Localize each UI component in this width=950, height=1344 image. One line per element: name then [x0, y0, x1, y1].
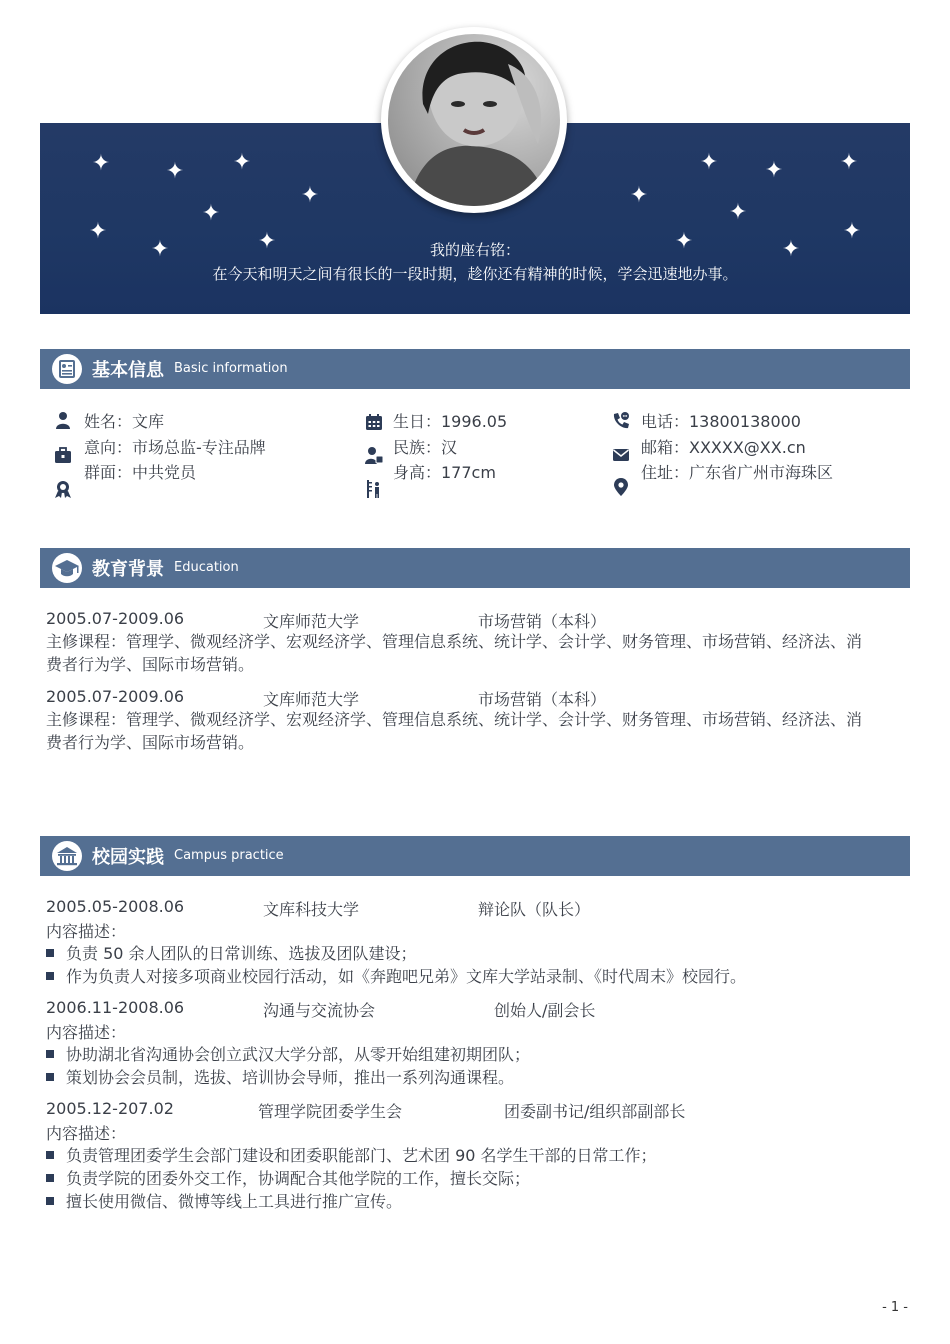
info-height: 身高：177cm [393, 463, 496, 482]
star-icon: ✦ [728, 200, 748, 225]
info-intent: 意向：市场总监-专注品牌 [84, 438, 266, 457]
star-icon: ✦ [232, 150, 252, 175]
campus-org: 管理学院团委学生会 [258, 1102, 403, 1121]
bullet-text: 负责管理团委学生会部门建设和团委职能部门、艺术团 90 名学生干部的日常工作； [66, 1146, 657, 1165]
bullet-item [46, 964, 746, 987]
campus-role: 创始人/副会长 [494, 1001, 596, 1020]
campus-desc-label: 内容描述： [46, 922, 127, 941]
edu-courses-line: 主修课程：管理学、微观经济学、宏观经济学、管理信息系统、统计学、会计学、财务管理、市场营销、经济法、消 [46, 632, 863, 651]
star-icon: ✦ [88, 219, 108, 244]
edu-period: 2005.07-2009.06 [46, 687, 185, 706]
bullet-square-icon [46, 1073, 54, 1081]
edu-courses-line: 费者行为学、国际市场营销。 [46, 655, 255, 674]
section-subtitle: Education [174, 560, 239, 575]
star-icon: ✦ [257, 229, 277, 254]
star-icon: ✦ [150, 237, 170, 262]
campus-period: 2006.11-2008.06 [46, 998, 185, 1017]
phone-icon [611, 411, 631, 431]
portrait-photo [388, 34, 560, 206]
section-title: 教育背景 [92, 559, 164, 580]
height-icon [364, 479, 384, 499]
edu-courses [46, 630, 908, 676]
bullet-item [46, 1143, 657, 1166]
star-icon: ✦ [842, 219, 862, 244]
campus-desc-label: 内容描述： [46, 1124, 127, 1143]
info-email: 邮箱：XXXXX@XX.cn [641, 438, 806, 457]
campus-desc-label: 内容描述： [46, 1023, 127, 1042]
graduation-cap-icon [52, 553, 82, 583]
bullet-text: 负责学院的团委外交工作，协调配合其他学院的工作，擅长交际； [66, 1169, 531, 1188]
bullet-text: 擅长使用微信、微博等线上工具进行推广宣传。 [66, 1192, 403, 1211]
bullet-item [46, 941, 417, 964]
id-card-icon [52, 354, 82, 384]
edu-major: 市场营销（本科） [478, 612, 607, 631]
bullet-item [46, 1189, 402, 1212]
bullet-text: 协助湖北省沟通协会创立武汉大学分部，从零开始组建初期团队； [66, 1045, 531, 1064]
campus-role: 辩论队（队长） [478, 900, 591, 919]
campus-org: 文库科技大学 [263, 900, 360, 919]
section-subtitle: Campus practice [174, 848, 284, 863]
info-phone: 电话：13800138000 [641, 412, 801, 431]
bullet-square-icon [46, 1197, 54, 1205]
briefcase-icon [53, 445, 73, 465]
bullet-square-icon [46, 1151, 54, 1159]
campus-role: 团委副书记/组织部副部长 [504, 1102, 686, 1121]
star-icon: ✦ [674, 229, 694, 254]
avatar [381, 27, 567, 213]
star-icon: ✦ [699, 150, 719, 175]
bullet-square-icon [46, 972, 54, 980]
motto-text: 在今天和明天之间有很长的一段时期，趁你还有精神的时候，学会迅速地办事。 [212, 265, 738, 283]
bullet-item [46, 1166, 530, 1189]
edu-courses-line: 主修课程：管理学、微观经济学、宏观经济学、管理信息系统、统计学、会计学、财务管理、市场营销、经济法、消 [46, 710, 863, 729]
edu-courses [46, 708, 908, 754]
info-birth: 生日：1996.05 [393, 412, 508, 431]
edu-courses-line: 费者行为学、国际市场营销。 [46, 733, 255, 752]
motto-title: 我的座右铭： [429, 241, 520, 259]
star-icon: ✦ [629, 183, 649, 208]
campus-period: 2005.12-207.02 [46, 1099, 174, 1118]
bullet-square-icon [46, 949, 54, 957]
edu-major: 市场营销（本科） [478, 690, 607, 709]
bullet-square-icon [46, 1174, 54, 1182]
section-header-basic [40, 349, 910, 389]
medal-icon [53, 479, 73, 499]
section-title: 基本信息 [92, 360, 164, 381]
bullet-item [46, 1065, 514, 1088]
star-icon: ✦ [781, 237, 801, 262]
bullet-text: 负责 50 余人团队的日常训练、选拔及团队建设； [66, 944, 417, 963]
mail-icon [611, 445, 631, 465]
location-pin-icon [611, 477, 631, 497]
user-badge-icon [364, 445, 384, 465]
star-icon: ✦ [91, 151, 111, 176]
page-number: - 1 - [882, 1300, 908, 1315]
campus-org: 沟通与交流协会 [263, 1001, 376, 1020]
section-header-education [40, 548, 910, 588]
star-icon: ✦ [300, 183, 320, 208]
info-ethnicity: 民族：汉 [393, 438, 458, 457]
bullet-square-icon [46, 1050, 54, 1058]
info-name: 姓名：文库 [84, 412, 165, 431]
edu-period: 2005.07-2009.06 [46, 609, 185, 628]
calendar-icon [364, 412, 384, 432]
star-icon: ✦ [839, 150, 859, 175]
campus-period: 2005.05-2008.06 [46, 897, 185, 916]
section-subtitle: Basic information [174, 361, 288, 376]
bullet-item [46, 1042, 530, 1065]
edu-school: 文库师范大学 [263, 612, 360, 631]
bank-icon [52, 841, 82, 871]
info-party: 群面：中共党员 [84, 463, 197, 482]
star-icon: ✦ [165, 159, 185, 184]
info-address: 住址：广东省广州市海珠区 [641, 463, 834, 482]
section-header-campus [40, 836, 910, 876]
bullet-text: 作为负责人对接多项商业校园行活动，如《奔跑吧兄弟》文库大学站录制、《时代周末》校园行。 [66, 967, 747, 986]
bullet-text: 策划协会会员制，选拔、培训协会导师，推出一系列沟通课程。 [66, 1068, 515, 1087]
star-icon: ✦ [201, 201, 221, 226]
section-title: 校园实践 [92, 847, 164, 868]
edu-school: 文库师范大学 [263, 690, 360, 709]
star-icon: ✦ [764, 158, 784, 183]
person-icon [53, 410, 73, 430]
